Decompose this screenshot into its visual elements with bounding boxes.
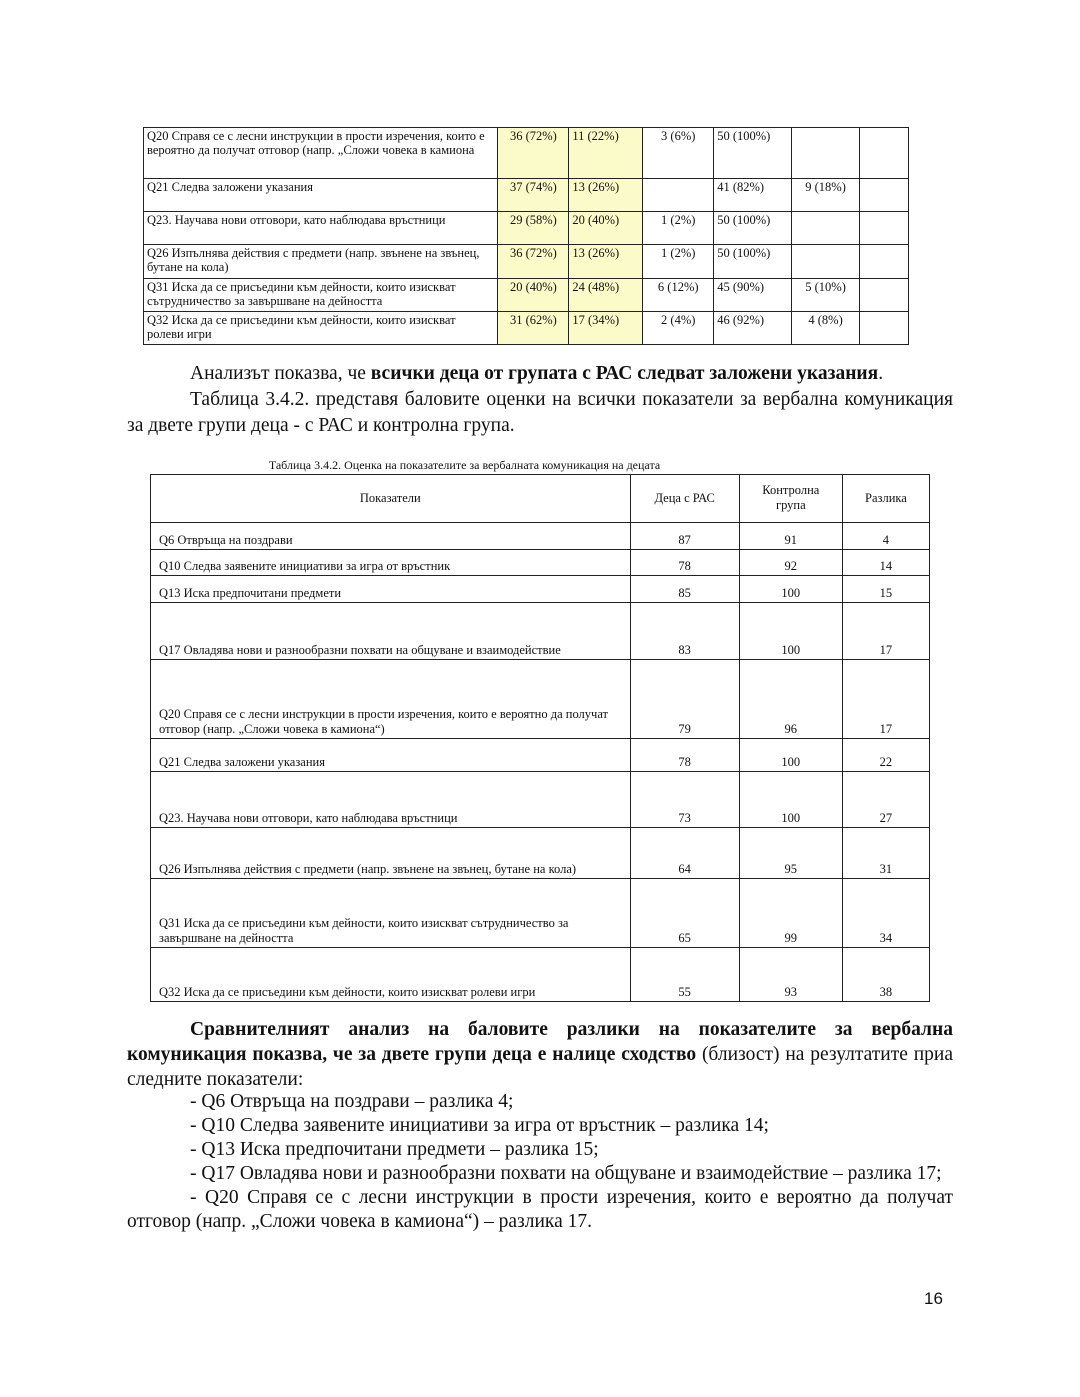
- table-row: [144, 312, 909, 345]
- indicator-cell: Q32 Иска да се присъедини към дейности, които изискват ролеви игри: [151, 948, 631, 1002]
- table-row: [144, 179, 909, 212]
- table-cell: Q21 Следва заложени указания: [144, 179, 498, 212]
- score-cell: 31: [842, 828, 929, 879]
- score-cell: 87: [630, 523, 739, 550]
- table-cell: 4 (8%): [792, 312, 860, 345]
- score-cell: 99: [739, 879, 842, 948]
- score-cell: 55: [630, 948, 739, 1002]
- score-cell: 91: [739, 523, 842, 550]
- table-cell: Q20 Справя се с лесни инструкции в прости изречения, които е вероятно да получат отговор (напр. „Сложи човека в камиона: [144, 128, 498, 179]
- table-cell: 1 (2%): [643, 212, 714, 245]
- table-cell: [643, 179, 714, 212]
- table-cell: [860, 179, 909, 212]
- table-header-row: [151, 475, 930, 523]
- table-cell: Q26 Изпълнява действия с предмети (напр. звънене на звънец, бутане на кола): [144, 245, 498, 279]
- list-item: - Q20 Справя се с лесни инструкции в прости изречения, които е вероятно да получат отговор (напр. „Сложи човека в камиона“) – разлика 17.: [127, 1187, 953, 1232]
- table-cell: 20 (40%): [498, 279, 569, 312]
- score-cell: 17: [842, 603, 929, 660]
- table-row: [151, 523, 930, 550]
- table-cell: 36 (72%): [498, 128, 569, 179]
- table-cell: Q23. Научава нови отговори, като наблюдава връстници: [144, 212, 498, 245]
- list-item: - Q10 Следва заявените инициативи за игра от връстник – разлика 14;: [190, 1115, 769, 1136]
- table-row: [151, 828, 930, 879]
- table-cell: [860, 312, 909, 345]
- indicator-cell: Q13 Иска предпочитани предмети: [151, 576, 631, 603]
- indicator-cell: Q10 Следва заявените инициативи за игра от връстник: [151, 550, 631, 576]
- table-cell: [860, 128, 909, 179]
- table-cell: 46 (92%): [714, 312, 792, 345]
- table-row: [144, 245, 909, 279]
- verbal-communication-table: [150, 474, 930, 1002]
- header-control: Контролна група: [739, 475, 842, 523]
- score-cell: 65: [630, 879, 739, 948]
- table-cell: 36 (72%): [498, 245, 569, 279]
- score-cell: 79: [630, 660, 739, 739]
- table-cell: 3 (6%): [643, 128, 714, 179]
- header-indicators: Показатели: [151, 475, 631, 523]
- table-cell: 41 (82%): [714, 179, 792, 212]
- table-cell: [860, 212, 909, 245]
- table-caption: Таблица 3.4.2. Оценка на показателите за вербалната комуникация на децата: [268, 458, 661, 472]
- indicator-list: [127, 1090, 953, 1234]
- score-cell: 85: [630, 576, 739, 603]
- results-table-continued: [143, 127, 909, 345]
- list-item: - Q13 Иска предпочитани предмети – разлика 15;: [190, 1139, 599, 1160]
- score-cell: 15: [842, 576, 929, 603]
- list-item: - Q6 Отвръща на поздрави – разлика 4;: [190, 1091, 514, 1112]
- analysis-bold: всички деца от групата с РАС следват заложени указания: [370, 363, 879, 384]
- table-cell: 50 (100%): [714, 245, 792, 279]
- score-cell: 38: [842, 948, 929, 1002]
- indicator-cell: Q17 Овладява нови и разнообразни похвати на общуване и взаимодействие: [151, 603, 631, 660]
- score-cell: 93: [739, 948, 842, 1002]
- score-cell: 100: [739, 603, 842, 660]
- indicator-cell: Q23. Научава нови отговори, като наблюдава връстници: [151, 772, 631, 828]
- table-row: [151, 879, 930, 948]
- table-cell: 13 (26%): [569, 179, 643, 212]
- list-item: - Q17 Овладява нови и разнообразни похвати на общуване и взаимодействие – разлика 17;: [190, 1163, 942, 1184]
- page-number: 16: [924, 1289, 943, 1308]
- score-cell: 14: [842, 550, 929, 576]
- table-cell: 1 (2%): [643, 245, 714, 279]
- indicator-cell: Q26 Изпълнява действия с предмети (напр. звънене на звънец, бутане на кола): [151, 828, 631, 879]
- analysis-end: .: [878, 363, 884, 384]
- table-cell: [792, 212, 860, 245]
- table-row: [151, 772, 930, 828]
- indicator-cell: Q21 Следва заложени указания: [151, 739, 631, 772]
- table-cell: 17 (34%): [569, 312, 643, 345]
- header-difference: Разлика: [842, 475, 929, 523]
- table-cell: [792, 245, 860, 279]
- table-cell: 9 (18%): [792, 179, 860, 212]
- table-cell: 50 (100%): [714, 212, 792, 245]
- table-cell: 45 (90%): [714, 279, 792, 312]
- comparison-text: (близост) на резултатите приа следните показатели:: [127, 1044, 953, 1090]
- score-cell: 22: [842, 739, 929, 772]
- table-row: [151, 576, 930, 603]
- score-cell: 73: [630, 772, 739, 828]
- score-cell: 78: [630, 550, 739, 576]
- score-cell: 78: [630, 739, 739, 772]
- table-row: [151, 739, 930, 772]
- table-row: [144, 128, 909, 179]
- comparison-bold: Сравнителният анализ на баловите разлики на показателите за вербална комуникация показва, че за двете групи деца е налице сходство: [127, 1019, 953, 1065]
- score-cell: 83: [630, 603, 739, 660]
- score-cell: 96: [739, 660, 842, 739]
- indicator-cell: Q31 Иска да се присъедини към дейности, които изискват сътрудничество за завършване на дейността: [151, 879, 631, 948]
- score-cell: 95: [739, 828, 842, 879]
- analysis-text: Анализът показва, че: [190, 363, 371, 384]
- table-cell: 11 (22%): [569, 128, 643, 179]
- table-cell: 37 (74%): [498, 179, 569, 212]
- table-cell: 6 (12%): [643, 279, 714, 312]
- score-cell: 92: [739, 550, 842, 576]
- score-cell: 17: [842, 660, 929, 739]
- table-cell: 2 (4%): [643, 312, 714, 345]
- table-cell: Q32 Иска да се присъедини към дейности, които изискват ролеви игри: [144, 312, 498, 345]
- score-cell: 4: [842, 523, 929, 550]
- table-row: [151, 660, 930, 739]
- table-row: [144, 212, 909, 245]
- table-cell: [860, 279, 909, 312]
- indicator-cell: Q6 Отвръща на поздрави: [151, 523, 631, 550]
- table-cell: 13 (26%): [569, 245, 643, 279]
- table-intro-paragraph: Таблица 3.4.2. представя баловите оценки на всички показатели за вербална комуникация за двете групи деца - с РАС и контролна група.: [127, 389, 953, 436]
- table-row: [151, 603, 930, 660]
- table-row: [151, 948, 930, 1002]
- table-cell: 31 (62%): [498, 312, 569, 345]
- table-row: [151, 550, 930, 576]
- table-cell: 50 (100%): [714, 128, 792, 179]
- table-cell: 20 (40%): [569, 212, 643, 245]
- comparison-paragraph: [127, 1017, 953, 1092]
- indicator-cell: Q20 Справя се с лесни инструкции в прости изречения, които е вероятно да получат отговор (напр. „Сложи човека в камиона“): [151, 660, 631, 739]
- score-cell: 100: [739, 576, 842, 603]
- table-cell: Q31 Иска да се присъедини към дейности, които изискват сътрудничество за завършване на дейността: [144, 279, 498, 312]
- table-row: [144, 279, 909, 312]
- analysis-paragraph: [127, 361, 953, 387]
- score-cell: 100: [739, 739, 842, 772]
- table-cell: 29 (58%): [498, 212, 569, 245]
- table-cell: 5 (10%): [792, 279, 860, 312]
- table-cell: [860, 245, 909, 279]
- header-ras: Деца с РАС: [630, 475, 739, 523]
- score-cell: 34: [842, 879, 929, 948]
- score-cell: 100: [739, 772, 842, 828]
- table-cell: [792, 128, 860, 179]
- score-cell: 64: [630, 828, 739, 879]
- table-cell: 24 (48%): [569, 279, 643, 312]
- score-cell: 27: [842, 772, 929, 828]
